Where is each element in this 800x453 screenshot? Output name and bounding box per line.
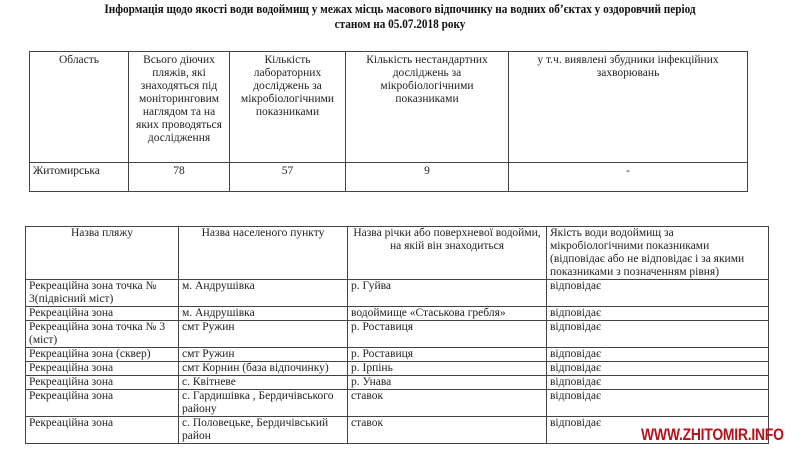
cell-beach: Рекреаційна зона: [26, 307, 179, 321]
cell-water-body: водоймище «Стаськова гребля»: [348, 307, 547, 321]
cell-settlement: смт Ружин: [179, 348, 348, 362]
header-water-body: Назва річки або поверхневої водойми, на якій він знаходиться: [348, 227, 547, 280]
cell-lab-tests: 57: [230, 163, 346, 192]
cell-quality: відповідає: [547, 417, 769, 444]
header-settlement: Назва населеного пункту: [179, 227, 348, 280]
cell-water-body: р. Гуйва: [348, 280, 547, 307]
cell-beach: Рекреаційна зона: [26, 362, 179, 376]
cell-water-body: ставок: [348, 390, 547, 417]
cell-region: Житомирська: [30, 163, 129, 192]
cell-beach: Рекреаційна зона точка № 3 (міст): [26, 321, 179, 348]
cell-beach: Рекреаційна зона: [26, 417, 179, 444]
beaches-table: [25, 226, 769, 444]
summary-row: [30, 163, 748, 192]
table-row: [26, 321, 769, 348]
table-row: [26, 362, 769, 376]
cell-total-beaches: 78: [129, 163, 230, 192]
cell-settlement: с. Квітневе: [179, 376, 348, 390]
title-line-1: Інформація щодо якості води водоймищ у межах місць масового відпочинку на водних об’єктах у оздоровчий період: [104, 2, 696, 16]
summary-header-row: [30, 52, 748, 163]
cell-quality: відповідає: [547, 362, 769, 376]
summary-table: [29, 51, 748, 192]
table-row: [26, 376, 769, 390]
table-row: [26, 390, 769, 417]
cell-settlement: смт Корнин (база відпочинку): [179, 362, 348, 376]
cell-quality: відповідає: [547, 390, 769, 417]
cell-beach: Рекреаційна зона: [26, 390, 179, 417]
cell-water-body: р. Роставиця: [348, 348, 547, 362]
cell-quality: відповідає: [547, 376, 769, 390]
table-row: [26, 280, 769, 307]
cell-settlement: с. Гардишівка , Бердичівського району: [179, 390, 348, 417]
header-water-quality: Якість води водоймищ за мікробіологічними показниками (відповідає або не відповідає і за якими показниками з позначенням рівня): [547, 227, 769, 280]
header-beach-name: Назва пляжу: [26, 227, 179, 280]
header-nonstandard-tests: Кількість нестандартних досліджень за мікробіологічними показниками: [346, 52, 509, 163]
cell-beach: Рекреаційна зона точка № 3(підвісний міст): [26, 280, 179, 307]
cell-beach: Рекреаційна зона: [26, 376, 179, 390]
header-lab-tests: Кількість лабораторних досліджень за мікробіологічними показниками: [230, 52, 346, 163]
cell-settlement: смт Ружин: [179, 321, 348, 348]
title-line-2: станом на 05.07.2018 року: [334, 17, 466, 31]
header-pathogens: у т.ч. виявлені збудники інфекційних захворювань: [509, 52, 748, 163]
header-region: Область: [30, 52, 129, 163]
cell-quality: відповідає: [547, 321, 769, 348]
cell-quality: відповідає: [547, 280, 769, 307]
cell-water-body: р. Унава: [348, 376, 547, 390]
cell-beach: Рекреаційна зона (сквер): [26, 348, 179, 362]
cell-water-body: р. Роставиця: [348, 321, 547, 348]
cell-settlement: с. Половецьке, Бердичівський район: [179, 417, 348, 444]
table-row: [26, 348, 769, 362]
header-total-beaches: Всього діючих пляжів, які знаходяться під моніторинговим наглядом та на яких проводяться дослідження: [129, 52, 230, 163]
table-row: [26, 307, 769, 321]
cell-quality: відповідає: [547, 348, 769, 362]
cell-water-body: р. Ірпінь: [348, 362, 547, 376]
cell-settlement: м. Андрушівка: [179, 280, 348, 307]
cell-quality: відповідає: [547, 307, 769, 321]
cell-nonstandard-tests: 9: [346, 163, 509, 192]
cell-water-body: ставок: [348, 417, 547, 444]
document-title: [40, 2, 760, 32]
beaches-header-row: [26, 227, 769, 280]
site-watermark: WWW.ZHITOMIR.INFO: [641, 425, 784, 444]
cell-settlement: м. Андрушівка: [179, 307, 348, 321]
cell-pathogens: -: [509, 163, 748, 192]
